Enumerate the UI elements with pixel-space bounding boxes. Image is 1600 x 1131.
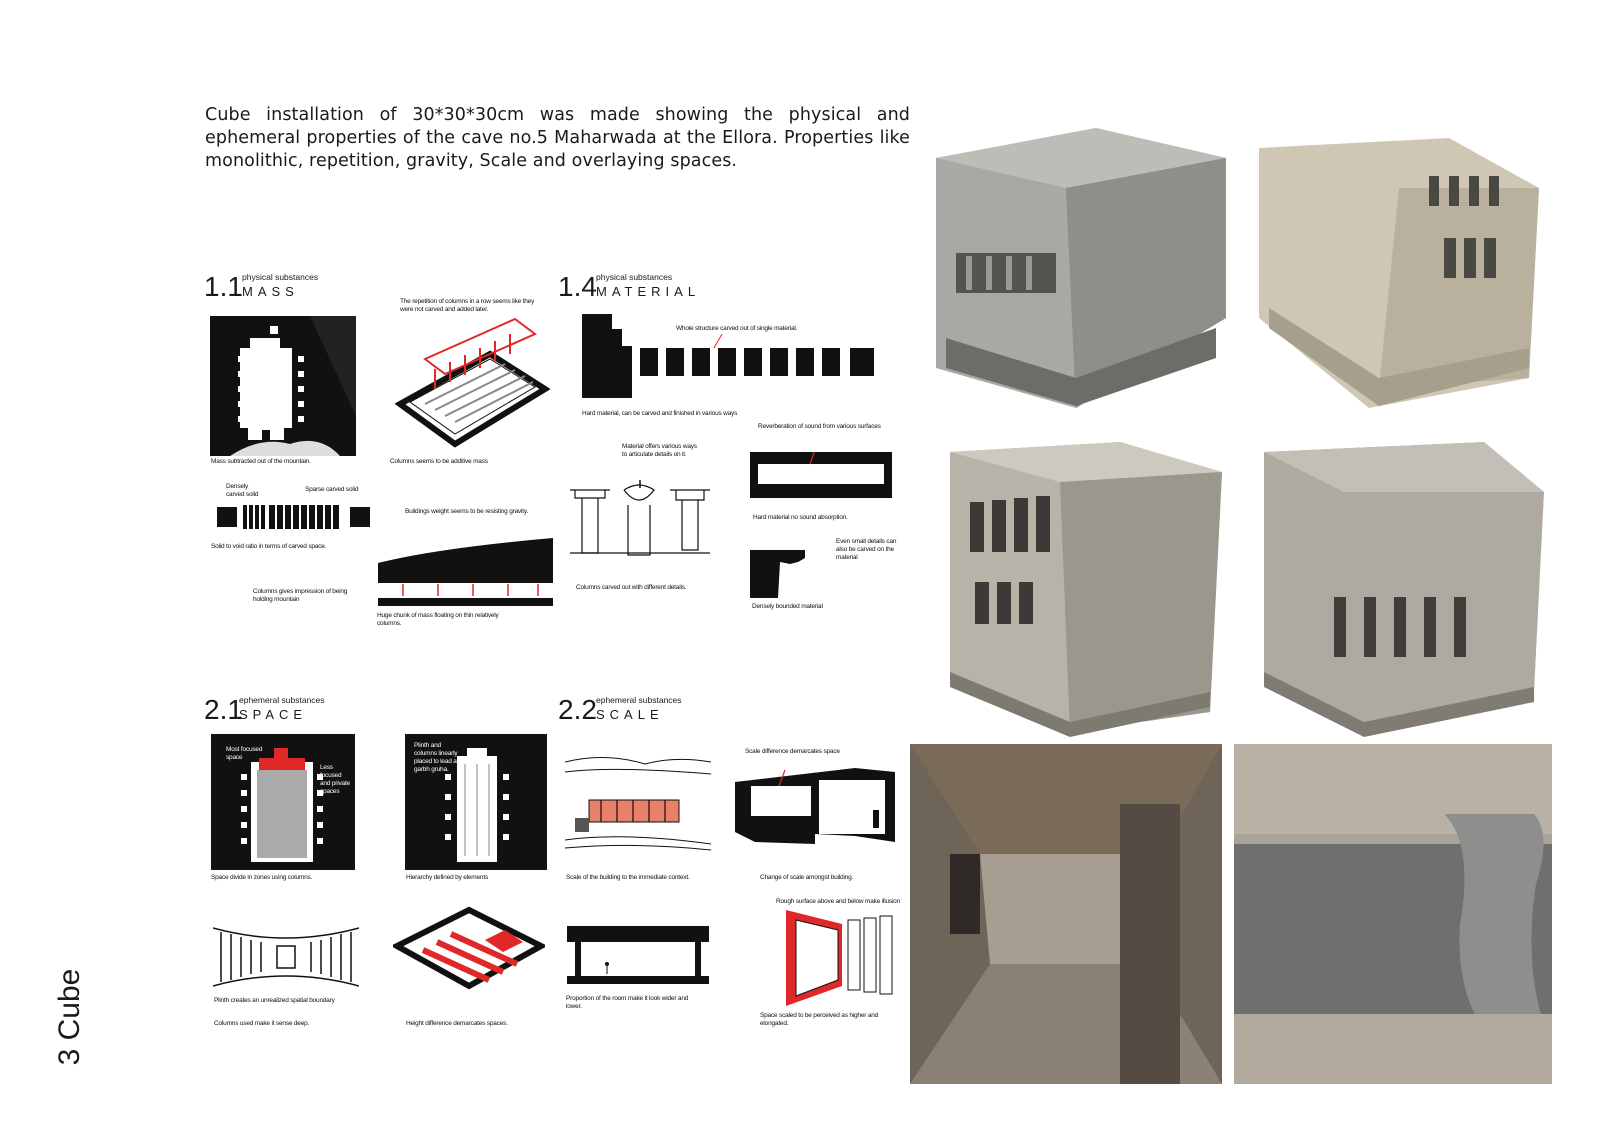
caption: Space scaled to be perceived as higher and elongated. (760, 1012, 879, 1027)
caption: Most focused space (226, 746, 263, 761)
section-number: 2.1 (204, 694, 243, 725)
mass-solid-void-strip (217, 505, 372, 529)
mass-plan-drawing (210, 316, 356, 456)
mass-gravity-section (378, 528, 553, 608)
caption: Scale of the building to the immediate context. (566, 874, 690, 881)
caption: Huge chunk of mass floating on thin relatively columns. (377, 612, 499, 627)
caption: Reverberation of sound from various surfaces (758, 423, 881, 430)
scale-proportion-section (567, 926, 709, 984)
caption: Columns carved out with different details. (576, 584, 687, 591)
intro-paragraph: Cube installation of 30*30*30cm was made showing the physical and ephemeral properties of the cave no.5 Maharwada at the Ellora. Properties like monolithic, repetition, gravity, Scale and overlaying spaces. (205, 105, 910, 171)
cube-photo-side-angle (930, 432, 1232, 744)
section-subtitle: physical substances (596, 272, 673, 282)
section-number: 1.1 (204, 271, 243, 302)
caption: Mass subtracted out of the mountain. (211, 458, 311, 465)
caption: Less focused and private spaces (320, 764, 350, 795)
space-deep-perspective (213, 924, 359, 990)
cube-photo-front (926, 118, 1232, 410)
caption: Change of scale amongst building. (760, 874, 854, 881)
caption: Hierarchy defined by elements (406, 874, 488, 881)
material-detail-drawing (750, 550, 812, 598)
section-title: SPACE (239, 707, 308, 722)
material-columns-elevation (570, 480, 710, 556)
page-section-title: 3 Cube (53, 968, 86, 1066)
caption: Columns seems to be additive mass (390, 458, 488, 465)
section-title: MASS (242, 284, 299, 299)
cube-photo-top-view (1249, 118, 1549, 410)
material-sound-section (750, 452, 892, 498)
mass-axonometric-drawing (395, 314, 550, 454)
caption: Rough surface above and below make illusion (776, 898, 901, 905)
scale-context-sketch (565, 752, 711, 852)
caption: Hard material no sound absorption. (753, 514, 848, 521)
caption: Columns gives impression of being holding mountain (253, 588, 348, 603)
section-number: 2.2 (558, 694, 597, 725)
caption: Space divide in zones using columns. (211, 874, 313, 881)
section-number: 1.4 (558, 271, 597, 302)
section-subtitle: ephemeral substances (239, 695, 325, 705)
caption: Densely carved solid (226, 483, 259, 498)
caption: Buildings weight seems to be resisting gravity. (405, 508, 529, 515)
scale-change-section (735, 762, 905, 846)
caption: Even small details can also be carved on the material (836, 538, 897, 561)
caption: Solid to void ratio in terms of carved space. (211, 543, 327, 550)
cube-photo-interior-corridor (910, 744, 1222, 1084)
caption: Sparse carved solid (305, 486, 359, 493)
caption: Whole structure carved out of single material. (676, 325, 798, 332)
caption: Scale difference demarcates space (745, 748, 840, 755)
caption: Height difference demarcates spaces. (406, 1020, 508, 1027)
space-height-axonometric (393, 906, 545, 992)
section-subtitle: physical substances (242, 272, 319, 282)
section-title: MATERIAL (596, 284, 701, 299)
scale-illusion-perspective (782, 910, 902, 1006)
cube-photo-column-closeup (1234, 744, 1552, 1084)
cube-photo-rear-angle (1254, 432, 1550, 744)
section-title: SCALE (596, 707, 664, 722)
caption: Plinth creates an unrealized spatial boundary (214, 997, 335, 1004)
caption: Columns used make it sense deep. (214, 1020, 310, 1027)
caption: The repetition of columns in a row seems like they were not carved and added later. (400, 298, 535, 313)
caption: Plinth and columns linearly placed to lead at garbh gruha. (414, 742, 459, 773)
caption: Proportion of the room make it look wider and lower. (566, 995, 689, 1010)
caption: Material offers various ways to articulate details on it. (622, 443, 697, 458)
caption: Hard material, can be carved and finished in various ways (582, 410, 738, 417)
caption: Densely bounded material (752, 603, 823, 610)
section-subtitle: ephemeral substances (596, 695, 682, 705)
